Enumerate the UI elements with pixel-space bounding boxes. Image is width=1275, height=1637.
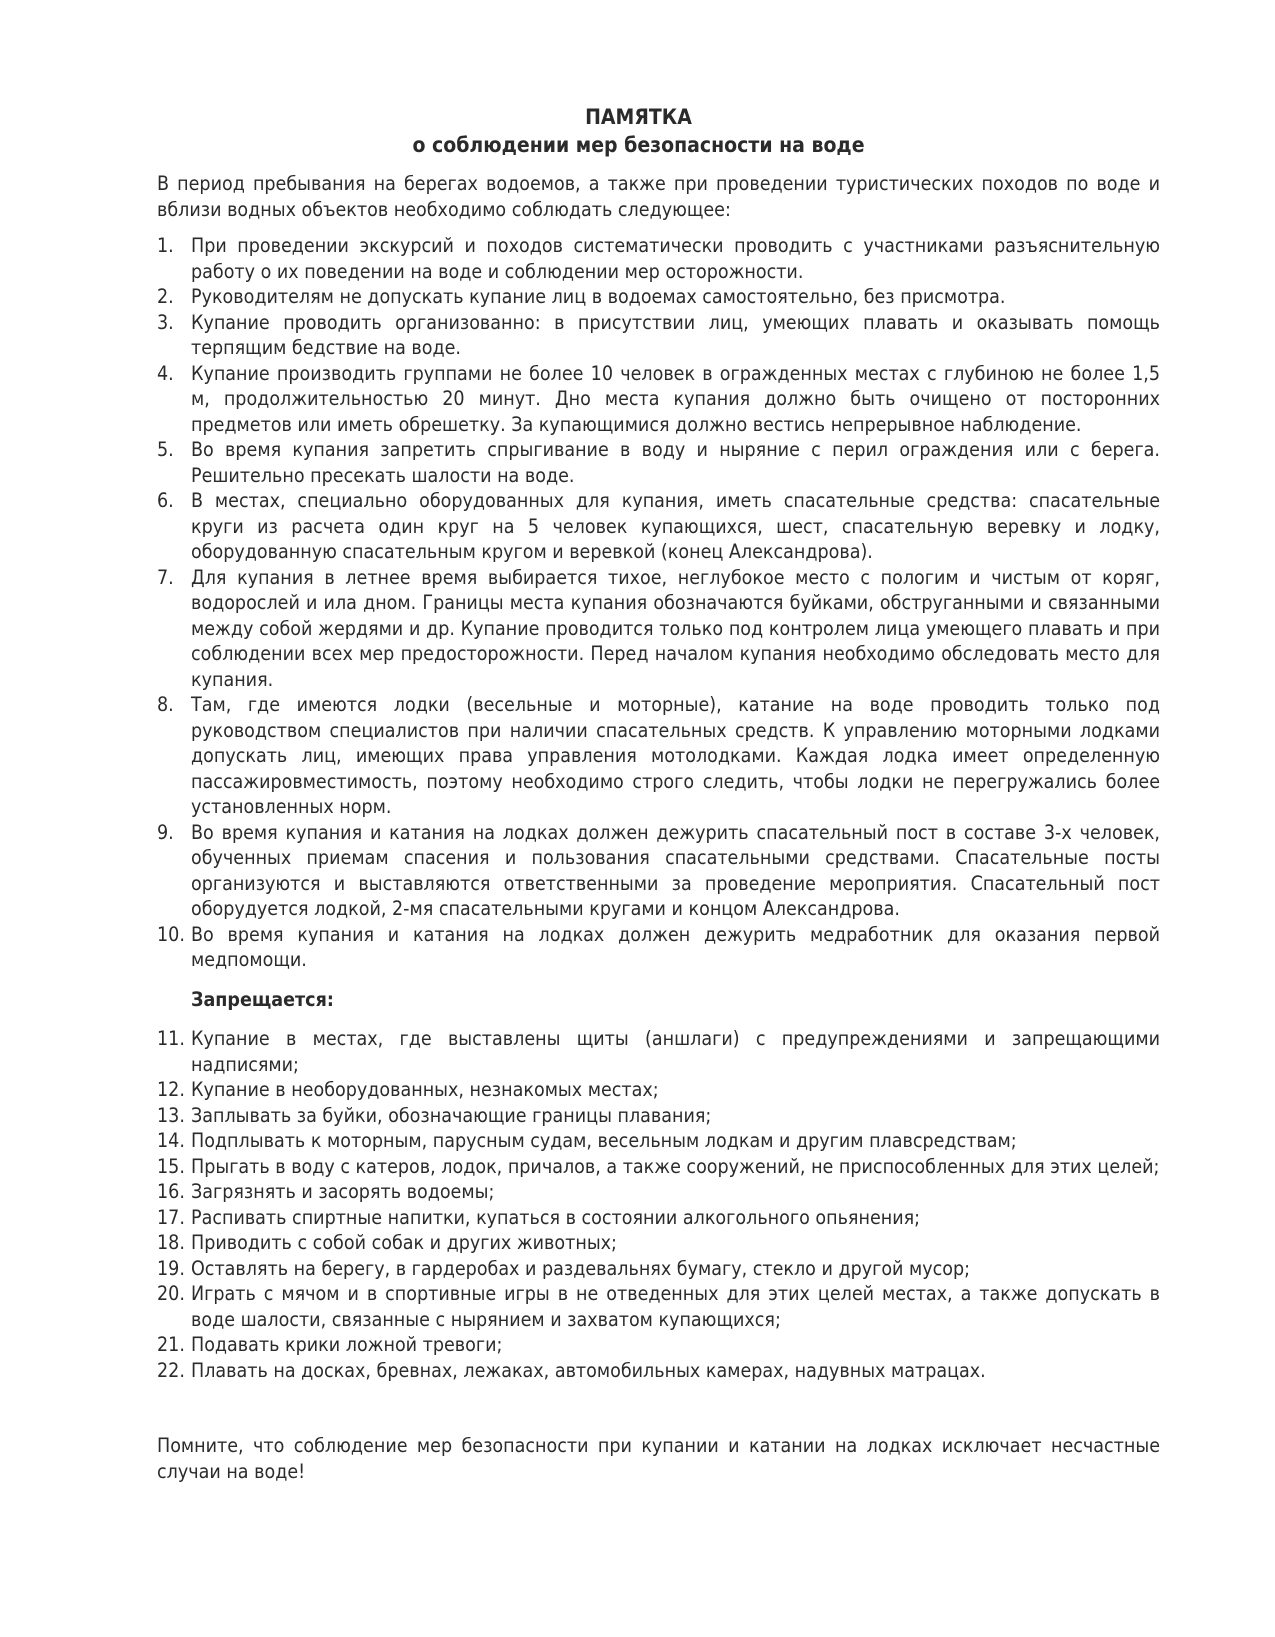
forbidden-item bbox=[157, 1205, 1160, 1231]
forbidden-number: 21. bbox=[157, 1333, 185, 1356]
forbidden-item bbox=[157, 1281, 1160, 1332]
forbidden-text: Оставлять на берегу, в гардеробах и раздевальнях бумагу, стекло и другой мусор; bbox=[191, 1256, 971, 1280]
rule-number: 8. bbox=[157, 693, 174, 716]
forbidden-text: Распивать спиртные напитки, купаться в состоянии алкогольного опьянения; bbox=[191, 1205, 921, 1229]
forbidden-number: 15. bbox=[157, 1154, 185, 1178]
rule-text: Купание проводить организованно: в присутствии лиц, умеющих плавать и оказывать помощь терпящим бедствие на воде. bbox=[191, 310, 1160, 359]
forbidden-text: Заплывать за буйки, обозначающие границы плавания; bbox=[191, 1103, 712, 1127]
rule-text: Руководителям не допускать купание лиц в водоемах самостоятельно, без присмотра. bbox=[191, 285, 1006, 308]
forbidden-item bbox=[157, 1358, 1160, 1384]
forbidden-number: 12. bbox=[157, 1078, 185, 1101]
forbidden-text: Приводить с собой собак и других животных; bbox=[191, 1231, 617, 1254]
rule-number: 6. bbox=[157, 489, 174, 512]
document-page bbox=[157, 104, 1160, 1504]
forbidden-number: 17. bbox=[157, 1205, 185, 1229]
rule-number: 4. bbox=[157, 361, 174, 385]
forbidden-item bbox=[157, 1256, 1160, 1282]
rule-text: В местах, специально оборудованных для купания, иметь спасательные средства: спасательные круги из расчета один круг на 5 человек купающихся, шест, спасательную веревку и лодку, оборудованную спасательным кругом и веревкой (конец Александрова). bbox=[191, 489, 1160, 563]
rule-text: Во время купания и катания на лодках должен дежурить медработник для оказания первой медпомощи. bbox=[191, 922, 1160, 971]
forbidden-item bbox=[157, 1128, 1160, 1154]
rule-item bbox=[157, 692, 1160, 820]
rule-number: 2. bbox=[157, 285, 174, 308]
forbidden-heading: Запрещается: bbox=[191, 987, 334, 1011]
rule-number: 5. bbox=[157, 438, 174, 461]
forbidden-text: Плавать на досках, бревнах, лежаках, автомобильных камерах, надувных матрацах. bbox=[191, 1358, 986, 1382]
rule-item bbox=[157, 361, 1160, 438]
forbidden-item bbox=[157, 1332, 1160, 1358]
rule-item bbox=[157, 284, 1160, 310]
forbidden-number: 16. bbox=[157, 1180, 185, 1203]
forbidden-item bbox=[157, 1077, 1160, 1103]
forbidden-list bbox=[157, 1026, 1160, 1383]
forbidden-item bbox=[157, 1103, 1160, 1129]
forbidden-text: Играть с мячом и в спортивные игры в не отведенных для этих целей местах, а также допускать в воде шалости, связанные с нырянием и захватом купающихся; bbox=[191, 1282, 1160, 1331]
forbidden-item bbox=[157, 1154, 1160, 1180]
rule-text: При проведении экскурсий и походов систематически проводить с участниками разъяснительную работу о их поведении на воде и соблюдении мер осторожности. bbox=[191, 234, 1160, 283]
rule-item bbox=[157, 565, 1160, 693]
document-subtitle: о соблюдении мер безопасности на воде bbox=[412, 133, 865, 157]
rule-text: Для купания в летнее время выбирается тихое, неглубокое место с пологим и чистым от коряг, водорослей и ила дном. Границы места купания обозначаются буйками, обструганными и связанными между собой жердями и др. Купание проводится только под контролем лица умеющего плавать и при соблюдении всех мер предосторожности. Перед началом купания необходимо обследовать место для купания. bbox=[191, 565, 1160, 691]
rule-text: Купание производить группами не более 10 человек в огражденных местах с глубиною не более 1,5 м, продолжительностью 20 минут. Дно места купания должно быть очищено от посторонних предметов или иметь обрешетку. За купающимися должно вестись непрерывное наблюдение. bbox=[191, 361, 1160, 436]
forbidden-number: 19. bbox=[157, 1256, 185, 1280]
rule-item bbox=[157, 922, 1160, 973]
forbidden-item bbox=[157, 1230, 1160, 1256]
rule-item bbox=[157, 820, 1160, 922]
rule-item bbox=[157, 437, 1160, 488]
intro-paragraph: В период пребывания на берегах водоемов, а также при проведении туристических походов по воде и вблизи водных объектов необходимо соблюдать следующее: bbox=[157, 172, 1160, 221]
rule-item bbox=[157, 310, 1160, 361]
forbidden-text: Купание в необорудованных, незнакомых местах; bbox=[191, 1078, 659, 1101]
rule-text: Во время купания запретить спрыгивание в воду и ныряние с перил ограждения или с берега. Решительно пресекать шалости на воде. bbox=[191, 438, 1160, 487]
document-title: ПАМЯТКА bbox=[585, 105, 692, 129]
rule-number: 3. bbox=[157, 310, 174, 334]
rule-number: 1. bbox=[157, 234, 174, 257]
forbidden-item bbox=[157, 1179, 1160, 1205]
forbidden-text: Подплывать к моторным, парусным судам, весельным лодкам и другим плавсредствам; bbox=[191, 1129, 1017, 1152]
rule-item bbox=[157, 233, 1160, 284]
forbidden-number: 11. bbox=[157, 1027, 185, 1050]
forbidden-number: 14. bbox=[157, 1129, 185, 1152]
forbidden-item bbox=[157, 1026, 1160, 1077]
rule-text: Там, где имеются лодки (весельные и моторные), катание на воде проводить только под руководством специалистов при наличии спасательных средств. К управлению моторными лодками допускать лиц, имеющих права управления мотолодками. Каждая лодка имеет определенную пассажировместимость, поэтому необходимо строго следить, чтобы лодки не перегружались более установленных норм. bbox=[191, 693, 1160, 818]
forbidden-text: Прыгать в воду с катеров, лодок, причалов, а также сооружений, не приспособленных для этих целей; bbox=[191, 1154, 1160, 1178]
rules-list bbox=[157, 233, 1160, 973]
forbidden-number: 20. bbox=[157, 1282, 185, 1305]
forbidden-text: Подавать крики ложной тревоги; bbox=[191, 1333, 503, 1356]
rule-number: 9. bbox=[157, 820, 174, 844]
rule-number: 7. bbox=[157, 565, 174, 589]
rule-item bbox=[157, 488, 1160, 565]
forbidden-number: 13. bbox=[157, 1103, 185, 1127]
rule-text: Во время купания и катания на лодках должен дежурить спасательный пост в составе 3-х человек, обученных приемам спасения и пользования спасательными средствами. Спасательные посты организуются и выставляются ответственными за проведение мероприятия. Спасательный пост оборудуется лодкой, 2-мя спасательными кругами и концом Александрова. bbox=[191, 820, 1160, 920]
forbidden-number: 22. bbox=[157, 1358, 185, 1382]
rule-number: 10. bbox=[157, 922, 185, 946]
closing-paragraph: Помните, что соблюдение мер безопасности при купании и катании на лодках исключает несчастные случаи на воде! bbox=[157, 1434, 1160, 1483]
forbidden-number: 18. bbox=[157, 1231, 185, 1254]
forbidden-text: Загрязнять и засорять водоемы; bbox=[191, 1180, 495, 1203]
forbidden-text: Купание в местах, где выставлены щиты (аншлаги) с предупреждениями и запрещающими надписями; bbox=[191, 1027, 1160, 1076]
